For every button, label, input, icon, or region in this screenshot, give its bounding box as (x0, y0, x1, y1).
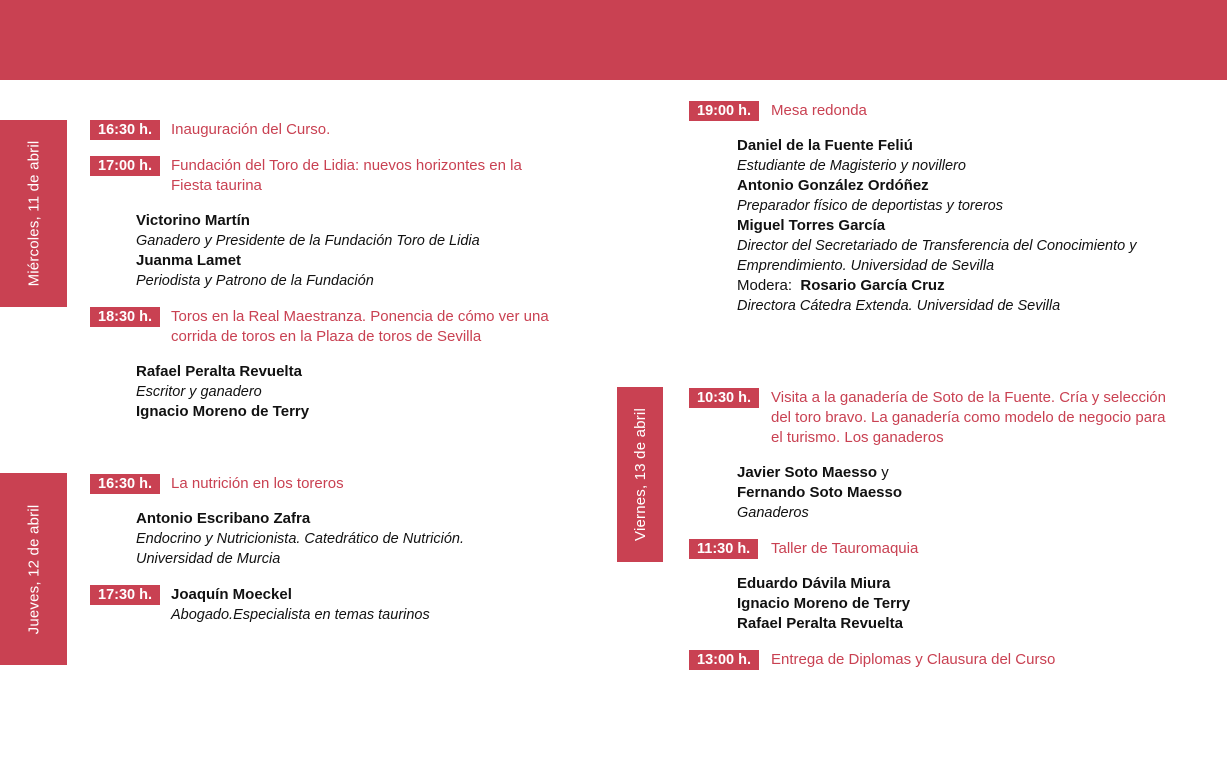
speaker-name: Antonio González Ordóñez (737, 177, 929, 194)
moderator-label: Modera: (737, 277, 793, 294)
moderator-role: Directora Cátedra Extenda. Universidad de Sevilla (737, 298, 1061, 314)
day-label-friday: Viernes, 13 de abril (631, 408, 649, 541)
speaker-role: Endocrino y Nutricionista. Catedrático de Nutrición. (136, 531, 465, 547)
session-title-line: Visita a la ganadería de Soto de la Fuente. Cría y selección (771, 389, 1166, 406)
time-badge: 16:30 h. (90, 474, 160, 494)
speaker-name: Ignacio Moreno de Terry (737, 595, 911, 612)
conjunction: y (881, 464, 889, 481)
session-title-line: Fundación del Toro de Lidia: nuevos horizontes en la (171, 157, 522, 174)
header-band (0, 0, 1227, 80)
speaker-name: Daniel de la Fuente Feliú (737, 137, 913, 154)
speaker-name: Rafael Peralta Revuelta (737, 615, 903, 632)
moderator-line (737, 276, 945, 296)
speaker-role: Escritor y ganadero (136, 384, 262, 400)
speaker-role: Emprendimiento. Universidad de Sevilla (737, 258, 995, 274)
session-title: Taller de Tauromaquia (771, 540, 919, 557)
moderator-name: Rosario García Cruz (800, 277, 945, 294)
speaker-role: Universidad de Murcia (136, 551, 281, 567)
speaker-role: Ganaderos (737, 505, 809, 521)
day-tab-thursday (0, 473, 67, 665)
time-badge: 19:00 h. (689, 101, 759, 121)
speaker-role: Abogado.Especialista en temas taurinos (171, 607, 430, 623)
speaker-name: Javier Soto Maesso (737, 464, 878, 481)
time-badge: 13:00 h. (689, 650, 759, 670)
day-tab-wednesday (0, 120, 67, 307)
speaker-name: Rafael Peralta Revuelta (136, 363, 302, 380)
time-badge: 17:00 h. (90, 156, 160, 176)
time-badge: 11:30 h. (689, 539, 758, 559)
time-badge: 17:30 h. (90, 585, 160, 605)
time-badge: 10:30 h. (689, 388, 759, 408)
speaker-role: Estudiante de Magisterio y novillero (737, 158, 966, 174)
session-title: Mesa redonda (771, 102, 867, 119)
time-badge: 18:30 h. (90, 307, 160, 327)
speaker-name: Fernando Soto Maesso (737, 484, 903, 501)
session-title-line: Fiesta taurina (171, 177, 262, 194)
speaker-role: Periodista y Patrono de la Fundación (136, 273, 374, 289)
speaker-name: Ignacio Moreno de Terry (136, 403, 310, 420)
speaker-role: Preparador físico de deportistas y toreros (737, 198, 1003, 214)
speaker-name: Antonio Escribano Zafra (136, 510, 311, 527)
session-title: Entrega de Diplomas y Clausura del Curso (771, 651, 1056, 668)
session-title-line: del toro bravo. La ganadería como modelo de negocio para (771, 409, 1166, 426)
day-label-wednesday: Miércoles, 11 de abril (25, 140, 43, 287)
session-title: Inauguración del Curso. (171, 121, 331, 138)
session-title-line: corrida de toros en la Plaza de toros de Sevilla (171, 328, 482, 345)
speaker-role: Director del Secretariado de Transferencia del Conocimiento y (737, 238, 1137, 254)
session-title-line: el turismo. Los ganaderos (771, 429, 944, 446)
speaker-name: Juanma Lamet (136, 252, 242, 269)
time-badge: 16:30 h. (90, 120, 160, 140)
speaker-name: Eduardo Dávila Miura (737, 575, 891, 592)
speaker-name: Joaquín Moeckel (171, 586, 292, 603)
speaker-line (737, 463, 889, 483)
session-title: La nutrición en los toreros (171, 475, 344, 492)
day-tab-friday (617, 387, 663, 562)
speaker-name: Miguel Torres García (737, 217, 886, 234)
speaker-name: Victorino Martín (136, 212, 250, 229)
session-title-line: Toros en la Real Maestranza. Ponencia de cómo ver una (171, 308, 549, 325)
day-label-thursday: Jueves, 12 de abril (25, 504, 42, 634)
speaker-role: Ganadero y Presidente de la Fundación Toro de Lidia (136, 233, 480, 249)
